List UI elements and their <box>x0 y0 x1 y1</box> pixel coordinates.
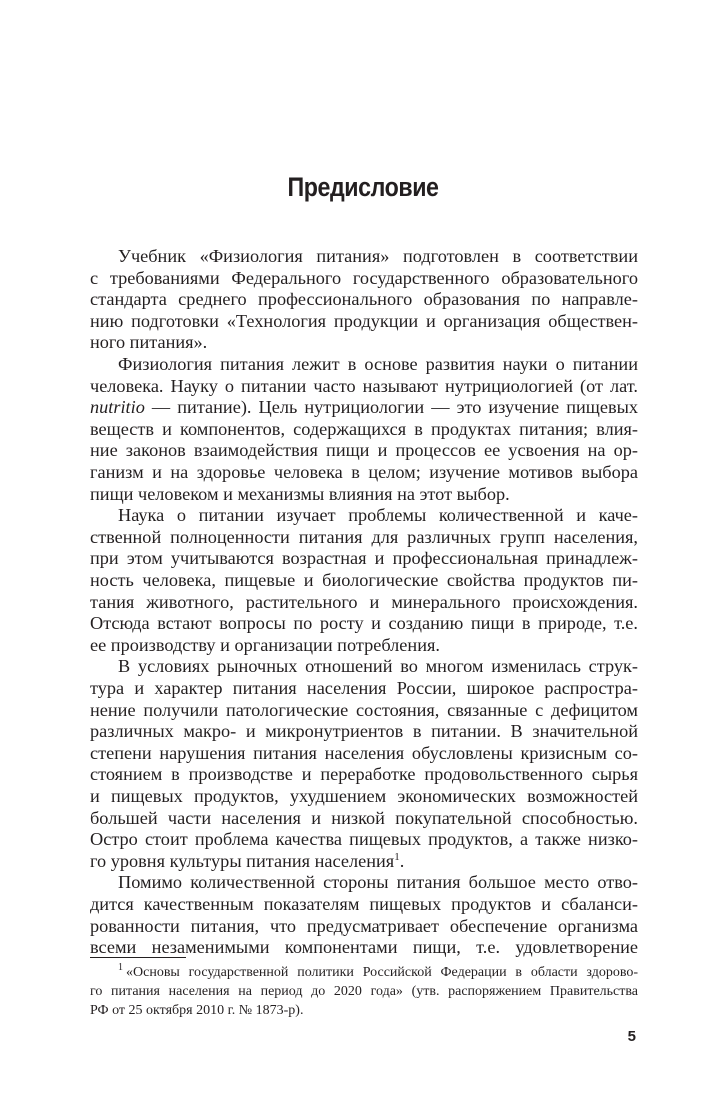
body-text-line: пищи человеком и механизмы влияния на этот выбор. <box>90 483 510 504</box>
body-text-line: Наука о питании изучает проблемы количественной и каче- <box>118 505 638 526</box>
page-number: 5 <box>627 1028 636 1045</box>
body-text-line: стоянием в производстве и переработке продовольственного сырья <box>90 764 638 785</box>
latin-term: nutritio <box>90 397 145 418</box>
body-text-line: степени нарушения питания населения обусловлены кризисным со- <box>90 742 638 763</box>
body-text-line: Отсюда встают вопросы по росту и созданию пищи в природе, т.е. <box>90 613 638 634</box>
body-text-line: Помимо количественной стороны питания большое место отво- <box>118 872 638 893</box>
body-text-line: большей части населения и низкой покупательной способностью. <box>90 807 638 828</box>
body-text-line: нение получили патологические состояния, связанные с дефицитом <box>90 699 638 720</box>
body-text-line: тания животного, растительного и минерального происхождения. <box>90 591 638 612</box>
footnote-marker: 1 <box>118 962 123 974</box>
body-text-line: и пищевых продуктов, ухудшением экономических возможностей <box>90 786 638 806</box>
body-text-line: при этом учитываются возрастная и профессиональная принадлеж- <box>90 548 638 569</box>
body-text-line: Учебник «Физиология питания» подготовлен в соответствии <box>118 246 638 266</box>
footnote-reference[interactable]: 1 <box>394 850 400 863</box>
body-text-line: ственной полноценности питания для различных групп населения, <box>90 526 638 547</box>
body-text-line: Физиология питания лежит в основе развития науки о питании <box>118 354 638 374</box>
footnote-line: РФ от 25 октября 2010 г. № 1873-р). <box>90 1003 304 1018</box>
body-text-line: тура и характер питания населения России, широкое распростра- <box>90 678 638 698</box>
body-text-line: Остро стоит проблема качества пищевых продуктов, а также низко- <box>90 829 638 850</box>
body-text-line: ность человека, пищевые и биологические свойства продуктов пи- <box>90 570 638 590</box>
body-text-span: — питание). Цель нутрициологии — это изучение пищевых <box>151 397 639 418</box>
body-text-line: дится качественным показателям пищевых продуктов и сбаланси- <box>90 894 638 914</box>
body-text-line: всеми незаменимыми компонентами пищи, т.е. удовлетворение <box>90 937 638 958</box>
body-text-line: человека. Науку о питании часто называют нутрициологией (от лат. <box>90 375 638 396</box>
footnote-divider <box>90 957 186 958</box>
footnote-line <box>118 963 638 982</box>
body-text-line: В условиях рыночных отношений во многом изменилась струк- <box>118 656 638 677</box>
body-text-line: рованности питания, что предусматривает обеспечение организма <box>90 915 638 936</box>
body-text-line: ганизм и на здоровье человека в целом; изучение мотивов выбора <box>90 462 638 482</box>
body-text-line: различных макро- и микронутриентов в питании. В значительной <box>90 721 638 742</box>
body-text-line: веществ и компонентов, содержащихся в продуктах питания; влия- <box>90 418 638 439</box>
body-text-line: ного питания». <box>90 332 208 353</box>
body-text-line: ние законов взаимодействия пищи и процессов ее усвоения на ор- <box>90 440 638 461</box>
footnote-line: го питания населения на период до 2020 года» (утв. распоряжением Правительства <box>90 984 638 999</box>
body-text-line <box>90 397 638 419</box>
footnote-text: «Основы государственной политики Российской Федерации в области здорово- <box>126 965 638 980</box>
body-text-span: го уровня культуры питания населения <box>90 850 395 871</box>
body-text-line: ее производству и организации потребления. <box>90 634 440 655</box>
page-title: Предисловие <box>287 172 439 202</box>
body-text-line: с требованиями Федерального государственного образовательного <box>90 267 638 288</box>
body-text-line: стандарта среднего профессионального образования по направле- <box>90 289 638 310</box>
body-text-line: го уровня культуры питания населения$^1$. <box>90 850 405 871</box>
body-text-line: нию подготовки «Технология продукции и организация обществен- <box>90 310 638 331</box>
